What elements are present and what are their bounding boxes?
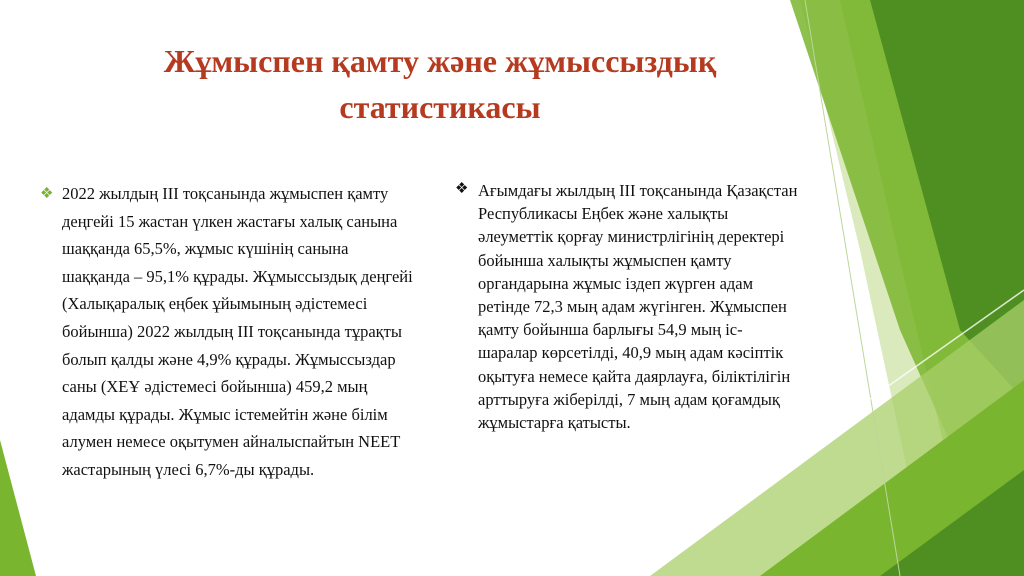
diamond-bullet-icon: ❖ [455,181,469,197]
slide-title: Жұмыспен қамту және жұмыссыздық статистикасы [163,43,717,125]
right-paragraph: Ағымдағы жылдың III тоқсанында Қазақстан Республикасы Еңбек және халықты әлеуметтік қорғау министрлігінің деректері бойынша халықты жұмыспен қамту органдарына жұмыс іздеп жүрген адам ретінде 72,3 мың адам жүгінген. Жұмыспен қамту бойынша барлығы 54,9 мың іс-шаралар көрсетілді, 40,9 мың адам кәсіптік оқытуға немесе қайта даярлауға, біліктілігін арттыруға жіберілді, 7 мың адам қоғамдық жұмыстарға қатысты. [478,181,798,433]
left-text-column [40,180,420,484]
diamond-bullet-icon: ❖ [40,186,54,202]
right-text-column [455,179,800,434]
left-green-triangle [0,440,36,576]
left-paragraph: 2022 жылдың III тоқсанында жұмыспен қамту деңгейі 15 жастан үлкен жастағы халық санына шаққанда 65,5%, жұмыс күшінің санына шаққанда – 95,1% құрады. Жұмыссыздық деңгейі (Халықаралық еңбек ұйымының әдістемесі бойынша) 2022 жылдың III тоқсанында тұрақты болып қалды және 4,9% құрады. Жұмыссыздар саны (ХЕҰ әдістемесі бойынша) 459,2 мың адамды құрады. Жұмыс істемейтін және білім алумен немесе оқытумен айналыспайтын NEET жастарының үлесі 6,7%-ды құрады. [62,184,413,479]
